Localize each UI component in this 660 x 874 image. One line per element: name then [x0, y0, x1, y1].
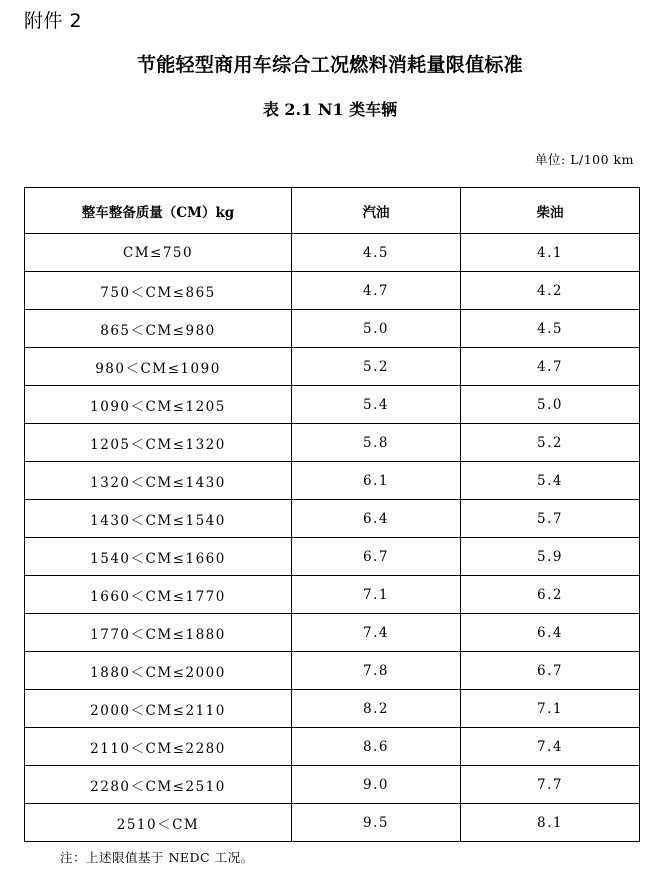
- gasoline-limit-cell: 7.4: [292, 614, 461, 652]
- gasoline-limit-cell: 4.5: [292, 234, 461, 272]
- unit-label: 单位: L/100 km: [535, 152, 634, 167]
- gasoline-limit-cell: 6.1: [292, 462, 461, 500]
- diesel-limit-cell: 5.0: [461, 386, 640, 424]
- table-row: [25, 500, 640, 538]
- mass-range-cell: 1880＜CM≤2000: [25, 652, 292, 690]
- gasoline-limit-cell: 4.7: [292, 272, 461, 310]
- mass-range-cell: 2280＜CM≤2510: [25, 766, 292, 804]
- gasoline-limit-cell: 8.6: [292, 728, 461, 766]
- table-row: [25, 614, 640, 652]
- table-row: [25, 652, 640, 690]
- diesel-limit-cell: 5.7: [461, 500, 640, 538]
- table-row: [25, 310, 640, 348]
- diesel-limit-cell: 7.4: [461, 728, 640, 766]
- table-row: [25, 690, 640, 728]
- gasoline-limit-cell: 6.7: [292, 538, 461, 576]
- diesel-limit-cell: 5.9: [461, 538, 640, 576]
- mass-range-cell: 1090＜CM≤1205: [25, 386, 292, 424]
- diesel-limit-cell: 6.4: [461, 614, 640, 652]
- mass-range-cell: 1660＜CM≤1770: [25, 576, 292, 614]
- table-row: [25, 234, 640, 272]
- mass-range-cell: 750＜CM≤865: [25, 272, 292, 310]
- diesel-limit-cell: 8.1: [461, 804, 640, 842]
- mass-range-cell: 2000＜CM≤2110: [25, 690, 292, 728]
- table-row: [25, 804, 640, 842]
- diesel-limit-cell: 6.7: [461, 652, 640, 690]
- table-row: [25, 728, 640, 766]
- table-row: [25, 272, 640, 310]
- gasoline-limit-cell: 5.0: [292, 310, 461, 348]
- gasoline-limit-cell: 6.4: [292, 500, 461, 538]
- gasoline-limit-cell: 9.5: [292, 804, 461, 842]
- mass-range-cell: 2510＜CM: [25, 804, 292, 842]
- mass-range-cell: 1320＜CM≤1430: [25, 462, 292, 500]
- gasoline-limit-cell: 5.2: [292, 348, 461, 386]
- diesel-limit-cell: 4.2: [461, 272, 640, 310]
- gasoline-limit-cell: 5.8: [292, 424, 461, 462]
- diesel-limit-cell: 6.2: [461, 576, 640, 614]
- diesel-limit-cell: 5.4: [461, 462, 640, 500]
- gasoline-limit-cell: 9.0: [292, 766, 461, 804]
- gasoline-limit-cell: 7.8: [292, 652, 461, 690]
- diesel-limit-cell: 7.1: [461, 690, 640, 728]
- table-row: [25, 424, 640, 462]
- table-row: [25, 462, 640, 500]
- attachment-label: 附件 2: [24, 10, 83, 32]
- fuel-limit-table: [24, 187, 640, 842]
- mass-range-cell: 1540＜CM≤1660: [25, 538, 292, 576]
- diesel-limit-cell: 4.7: [461, 348, 640, 386]
- table-row: [25, 766, 640, 804]
- gasoline-limit-cell: 7.1: [292, 576, 461, 614]
- gasoline-limit-cell: 5.4: [292, 386, 461, 424]
- column-header-gasoline: 汽油: [292, 188, 461, 234]
- gasoline-limit-cell: 8.2: [292, 690, 461, 728]
- diesel-limit-cell: 5.2: [461, 424, 640, 462]
- diesel-limit-cell: 4.5: [461, 310, 640, 348]
- footnote: 注：上述限值基于 NEDC 工况。: [60, 850, 254, 865]
- diesel-limit-cell: 4.1: [461, 234, 640, 272]
- mass-range-cell: 1205＜CM≤1320: [25, 424, 292, 462]
- mass-range-cell: 1770＜CM≤1880: [25, 614, 292, 652]
- column-header-mass: 整车整备质量（CM）kg: [25, 188, 292, 234]
- document-title: 节能轻型商用车综合工况燃料消耗量限值标准: [136, 54, 523, 76]
- table-row: [25, 538, 640, 576]
- mass-range-cell: 1430＜CM≤1540: [25, 500, 292, 538]
- mass-range-cell: 2110＜CM≤2280: [25, 728, 292, 766]
- table-caption: 表 2.1 N1 类车辆: [262, 100, 398, 119]
- table-row: [25, 576, 640, 614]
- column-header-diesel: 柴油: [461, 188, 640, 234]
- table-row: [25, 386, 640, 424]
- table-row: [25, 348, 640, 386]
- mass-range-cell: 980＜CM≤1090: [25, 348, 292, 386]
- diesel-limit-cell: 7.7: [461, 766, 640, 804]
- table-header-row: [25, 188, 640, 234]
- mass-range-cell: CM≤750: [25, 234, 292, 272]
- mass-range-cell: 865＜CM≤980: [25, 310, 292, 348]
